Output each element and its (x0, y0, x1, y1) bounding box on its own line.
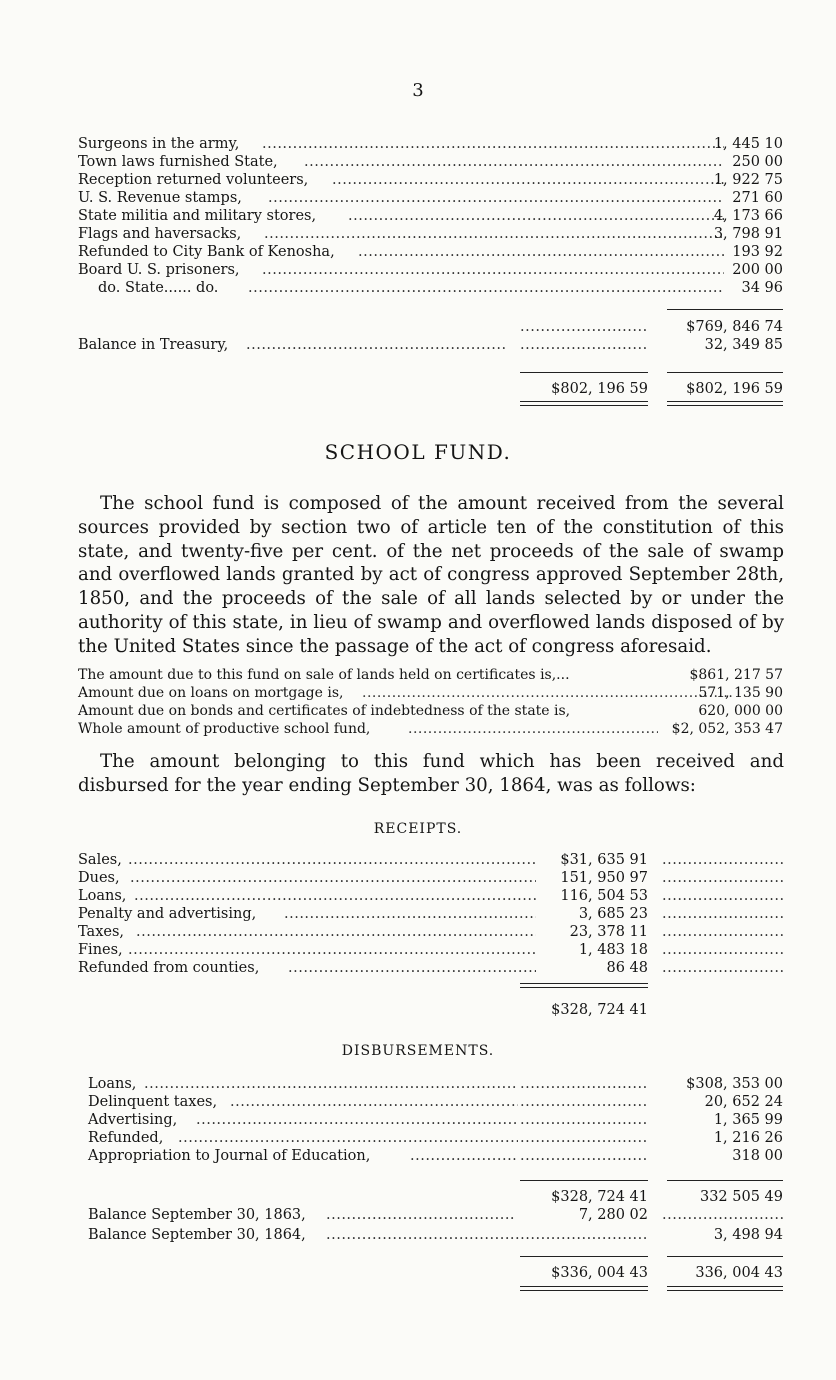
item-label: Refunded from counties, (78, 960, 260, 976)
total-rule-left (520, 372, 648, 373)
leader-dots (246, 336, 506, 354)
leader-dots (288, 959, 536, 977)
list-item (78, 261, 783, 279)
item-amount: 318 00 (732, 1148, 783, 1164)
leader-dots (662, 887, 783, 905)
item-amount: 3, 685 23 (578, 906, 648, 922)
balance-amount: 3, 498 94 (713, 1227, 783, 1243)
leader-dots (410, 1147, 518, 1165)
leader-dots (128, 941, 536, 959)
list-item (78, 189, 783, 207)
leader-dots (520, 1093, 648, 1111)
receipts-total-rule (520, 983, 648, 988)
leader-dots (134, 887, 536, 905)
item-amount: 1, 365 99 (713, 1112, 783, 1128)
leader-dots (662, 923, 783, 941)
leader-dots (326, 1206, 516, 1224)
item-amount: 23, 378 11 (569, 924, 648, 940)
item-amount: 1, 216 26 (713, 1130, 783, 1146)
double-rule-left (520, 401, 648, 406)
item-label: Sales, (78, 852, 122, 868)
leader-dots (128, 851, 538, 869)
balance-amount: 7, 280 02 (578, 1207, 648, 1223)
leader-dots (662, 905, 783, 923)
list-item (78, 153, 783, 171)
item-amount: 1, 445 10 (713, 136, 783, 152)
item-label: Refunded, (88, 1130, 164, 1146)
list-item (78, 135, 783, 153)
item-label: Town laws furnished State, (78, 154, 278, 170)
list-item (78, 207, 783, 225)
disb-total-rule-left (520, 1256, 648, 1257)
leader-dots (264, 225, 724, 243)
leader-dots (178, 1129, 518, 1147)
total-amount-left: $336, 004 43 (551, 1265, 648, 1281)
list-item (78, 171, 783, 189)
item-amount: 1, 922 75 (713, 172, 783, 188)
list-item (78, 666, 783, 684)
item-label: Flags and haversacks, (78, 226, 242, 242)
section-title: SCHOOL FUND. (324, 440, 512, 464)
leader-dots (196, 1111, 518, 1129)
item-amount: 250 00 (732, 154, 783, 170)
item-amount: 200 00 (732, 262, 783, 278)
item-amount: 20, 652 24 (704, 1094, 783, 1110)
item-amount: 193 92 (732, 244, 783, 260)
item-amount: $2, 052, 353 47 (671, 721, 783, 737)
item-label: U. S. Revenue stamps, (78, 190, 242, 206)
leader-dots (326, 1226, 648, 1244)
leader-dots (248, 279, 724, 297)
leader-dots (520, 1129, 648, 1147)
subtotal-amount: $769, 846 74 (686, 319, 783, 335)
subtotal-amount-left: $328, 724 41 (551, 1189, 648, 1205)
item-amount: 34 96 (741, 280, 783, 296)
item-label: Penalty and advertising, (78, 906, 257, 922)
item-amount: $861, 217 57 (689, 667, 783, 683)
receipts-total-amount: $328, 724 41 (551, 1002, 648, 1018)
leader-dots (262, 261, 724, 279)
total-amount-left: $802, 196 59 (551, 381, 648, 397)
leader-dots (520, 318, 648, 336)
balance-1863-row (88, 1206, 783, 1224)
item-amount: 4, 173 66 (713, 208, 783, 224)
item-label: The amount due to this fund on sale of lands held on certificates is,... (78, 667, 570, 683)
item-label: Dues, (78, 870, 120, 886)
subtotal-amount-right: 332 505 49 (699, 1189, 783, 1205)
item-amount: 1, 483 18 (578, 942, 648, 958)
item-label: Appropriation to Journal of Education, (88, 1148, 371, 1164)
list-item (78, 869, 783, 887)
leader-dots (144, 1075, 518, 1093)
list-item (78, 243, 783, 261)
leader-dots (284, 905, 536, 923)
leader-dots (662, 851, 783, 869)
list-item (88, 1093, 783, 1111)
item-label: Loans, (78, 888, 127, 904)
double-rule-right (667, 401, 783, 406)
list-item (78, 905, 783, 923)
page-number: 3 (412, 80, 424, 101)
top-totals-row (78, 380, 783, 398)
balance-label: Balance in Treasury, (78, 337, 229, 353)
item-amount: 116, 504 53 (560, 888, 648, 904)
list-item (78, 887, 783, 905)
item-label: Loans, (88, 1076, 137, 1092)
disbursements-title: DISBURSEMENTS. (341, 1043, 495, 1059)
item-amount: 271 60 (732, 190, 783, 206)
total-amount-right: $802, 196 59 (686, 381, 783, 397)
leader-dots (262, 135, 724, 153)
item-label: Refunded to City Bank of Kenosha, (78, 244, 335, 260)
item-label: Surgeons in the army, (78, 136, 240, 152)
list-item (78, 941, 783, 959)
item-label: Whole amount of productive school fund, (78, 721, 371, 737)
leader-dots (268, 189, 724, 207)
disb-subtotal-rule-left (520, 1180, 648, 1181)
total-amount-right: 336, 004 43 (695, 1265, 783, 1281)
receipts-total-row (78, 1001, 783, 1019)
list-item (78, 225, 783, 243)
disb-totals-row (78, 1264, 783, 1282)
balance-label: Balance September 30, 1863, (88, 1207, 306, 1223)
item-amount: 571, 135 90 (698, 685, 783, 701)
list-item (78, 702, 783, 720)
list-item (78, 959, 783, 977)
balance-label: Balance September 30, 1864, (88, 1227, 306, 1243)
item-label: do. State...... do. (98, 280, 219, 296)
item-label: Taxes, (78, 924, 124, 940)
leader-dots (520, 336, 648, 354)
disb-subtotal-rule-right (667, 1180, 783, 1181)
item-amount: 620, 000 00 (698, 703, 783, 719)
receipts-title: RECEIPTS. (373, 821, 463, 837)
balance-amount: 32, 349 85 (704, 337, 783, 353)
leader-dots (520, 1147, 648, 1165)
leader-dots (136, 923, 536, 941)
item-label: Fines, (78, 942, 123, 958)
followup-paragraph: The amount belonging to this fund which has been received and disbursed for the year ending September 30, 1864, was as follows: (78, 751, 784, 796)
leader-dots (662, 869, 783, 887)
subtotal-rule (667, 309, 783, 310)
item-label: State militia and military stores, (78, 208, 317, 224)
subtotal-row (78, 318, 783, 336)
leader-dots (130, 869, 536, 887)
balance-1864-row (88, 1226, 783, 1244)
item-amount: $31, 635 91 (560, 852, 648, 868)
leader-dots (662, 1206, 783, 1224)
item-label: Reception returned volunteers, (78, 172, 309, 188)
leader-dots (408, 720, 658, 738)
leader-dots (662, 941, 783, 959)
total-rule-right (667, 372, 783, 373)
item-label: Amount due on bonds and certificates of indebtedness of the state is, (78, 703, 571, 719)
item-label: Board U. S. prisoners, (78, 262, 240, 278)
leader-dots (662, 959, 783, 977)
list-item (78, 923, 783, 941)
list-item (88, 1075, 783, 1093)
list-item (78, 851, 783, 869)
leader-dots (520, 1111, 648, 1129)
item-amount: 86 48 (606, 960, 648, 976)
balance-row (78, 336, 783, 354)
intro-paragraph: The school fund is composed of the amount received from the several sources provided by section two of article ten of the constitution of this state, and twenty-five per cent. of the net proceeds of the sale of swamp and overflowed lands granted by act of congress approved September 28th, 1850, and the proceeds of the sale of all lands selected by or under the authority of this state, in lieu of swamp and overflowed lands disposed of by the United States since the passage of the act of congress aforesaid. (78, 493, 784, 657)
item-amount: 151, 950 97 (560, 870, 648, 886)
item-label: Amount due on loans on mortgage is, (78, 685, 344, 701)
item-amount: $308, 353 00 (686, 1076, 783, 1092)
list-item (78, 279, 783, 297)
disb-total-rule-right (667, 1256, 783, 1257)
item-amount: 3, 798 91 (713, 226, 783, 242)
double-rule-left (520, 1286, 648, 1291)
list-item (88, 1147, 783, 1165)
leader-dots (520, 1075, 648, 1093)
disb-subtotal-row (78, 1188, 783, 1206)
list-item (78, 684, 783, 702)
item-label: Delinquent taxes, (88, 1094, 218, 1110)
list-item (88, 1111, 783, 1129)
item-label: Advertising, (88, 1112, 178, 1128)
leader-dots (304, 153, 724, 171)
list-item (88, 1129, 783, 1147)
double-rule-right (667, 1286, 783, 1291)
leader-dots (230, 1093, 518, 1111)
list-item (78, 720, 783, 738)
